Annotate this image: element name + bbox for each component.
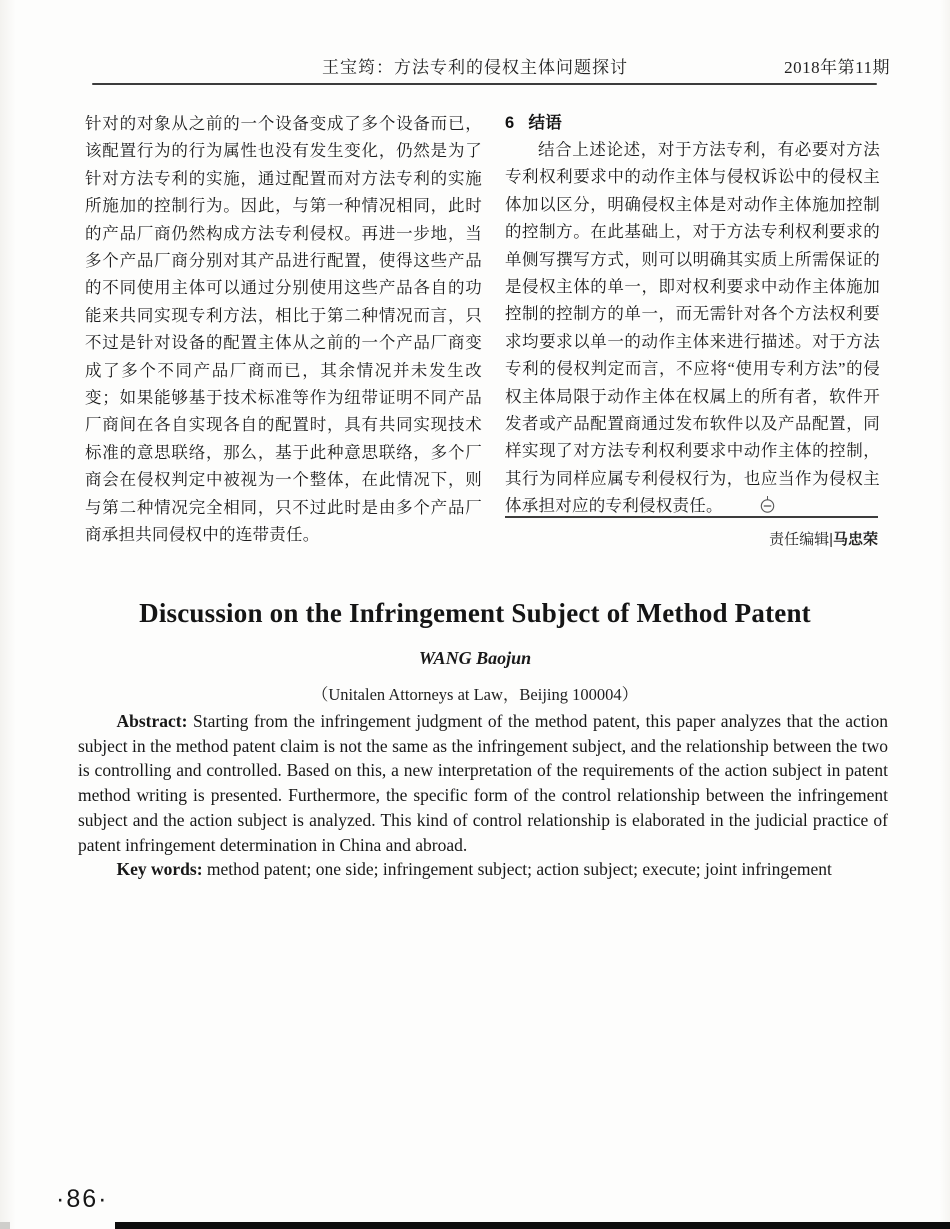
editor-name: 马忠荣 (832, 531, 878, 548)
running-title: 王宝筠：方法专利的侵权主体问题探讨 (322, 58, 628, 77)
journal-seal-icon (727, 495, 775, 522)
section-title: 结语 (528, 114, 562, 132)
editor-line (505, 528, 878, 549)
scan-edge-corner (0, 1222, 10, 1229)
section-number: 6 (505, 114, 515, 132)
issue-label: 2018年第11期 (784, 58, 890, 77)
section-heading (505, 110, 880, 136)
english-author: WANG Baojun (418, 648, 532, 668)
right-column (505, 110, 880, 523)
abstract-text: Starting from the infringement judgment of the method patent, this paper analyzes that the action subject in the method patent claim is not the same as the infringement subject, and the relationship between the two is controlling and controlled. Based on this, a new interpretation of the requirements of the action subject in patent method writing is presented. Furthermore, the specific form of the control relationship between the infringement subject and the action subject is analyzed. This kind of control relationship is elaborated in the judicial practice of patent infringement determination in China and abroad. (78, 711, 889, 855)
editor-label: 责任编辑| (769, 531, 833, 548)
conclusion-paragraph: 结合上述论述，对于方法专利，有必要对方法专利权利要求中的动作主体与侵权诉讼中的侵权主体加以区分，明确侵权主体是对动作主体施加控制的控制方。在此基础上，对于方法专利权利要求的单侧写撰写方式，则可以明确其实质上所需保证的是侵权主体的单一，即对权利要求中动作主体施加控制的控制方的单一，而无需针对各个方法权利要求均要求以单一的动作主体来进行描述。对于方法专利的侵权判定而言，不应将“使用专利方法”的侵权主体局限于动作主体在权属上的所有者，软件开发者或产品配置商通过发布软件以及产品配置，同样实现了对方法专利权利要求中动作主体的控制，其行为同样应属专利侵权行为，也应当作为侵权主体承担对应的专利侵权责任。 (505, 136, 880, 523)
editor-rule (505, 516, 878, 518)
scan-edge-bar (115, 1222, 950, 1229)
keywords-paragraph (78, 857, 888, 882)
header-rule (92, 83, 877, 85)
english-title: Discussion on the Infringement Subject of Method Patent (139, 598, 811, 628)
page-number: ·86· (56, 1185, 109, 1213)
left-column (85, 110, 482, 549)
abstract-label: Abstract: (116, 711, 188, 731)
english-abstract-block (78, 709, 888, 882)
body-paragraph-continued: 针对的对象从之前的一个设备变成了多个设备而已，该配置行为的行为属性也没有发生变化，仍然是为了针对方法专利的实施，通过配置而对方法专利的实施所施加的控制行为。因此，与第一种情况相同，此时的产品厂商仍然构成方法专利侵权。再进一步地，当多个产品厂商分别对其产品进行配置，使得这些产品的不同使用主体可以通过分别使用这些产品各自的功能来共同实现专利方法，相比于第二种情况而言，只不过是针对设备的配置主体从之前的一个产品厂商变成了多个不同产品厂商而已，其余情况并未发生改变；如果能够基于技术标准等作为纽带证明不同产品厂商间在各自实现各自的配置时，具有共同实现技术标准的意思联络，那么，基于此种意思联络，多个厂商会在侵权判定中被视为一个整体，在此情况下，则与第二种情况完全相同，只不过此时是由多个产品厂商承担共同侵权中的连带责任。 (85, 114, 482, 545)
abstract-paragraph (78, 709, 888, 857)
keywords-label: Key words: (116, 859, 203, 880)
keywords-text: method patent; one side; infringement subject; action subject; execute; joint infringement (206, 859, 832, 880)
english-affiliation: （Unitalen Attorneys at Law，Beijing 100004） (311, 685, 639, 704)
